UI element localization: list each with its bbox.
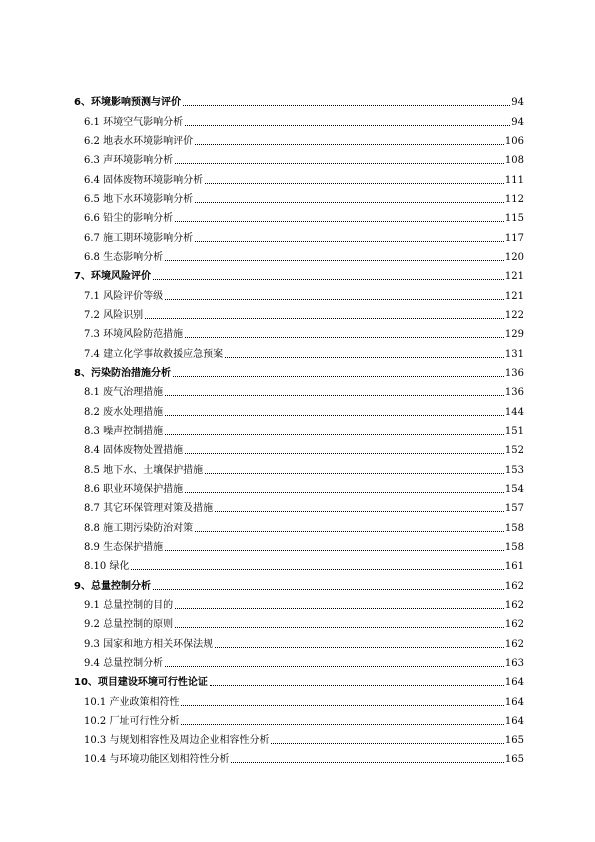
toc-entry-page-number: 117 xyxy=(504,232,524,244)
toc-chapter-entry[interactable] xyxy=(74,670,524,689)
dot-leader xyxy=(185,337,504,338)
toc-entry-title: 10.2 厂址可行性分析 xyxy=(84,715,180,727)
toc-chapter-entry[interactable] xyxy=(74,573,524,592)
dot-leader xyxy=(225,357,504,358)
dot-leader xyxy=(165,415,504,416)
toc-entry-title: 6.5 地下水环境影响分析 xyxy=(84,193,194,205)
dot-leader xyxy=(175,608,504,609)
dot-leader xyxy=(165,395,504,396)
dot-leader xyxy=(165,260,504,261)
dot-leader xyxy=(165,299,504,300)
toc-entry-title: 8.8 施工期污染防治对策 xyxy=(84,522,194,534)
toc-entry-title: 6.1 环境空气影响分析 xyxy=(84,116,184,128)
toc-section-entry[interactable] xyxy=(74,187,524,206)
toc-entry-page-number: 162 xyxy=(504,638,524,650)
toc-entry-page-number: 121 xyxy=(504,290,524,302)
dot-leader xyxy=(185,125,510,126)
dot-leader xyxy=(183,105,510,106)
toc-section-entry[interactable] xyxy=(74,651,524,670)
toc-entry-title: 7、环境风险评价 xyxy=(74,271,151,283)
dot-leader xyxy=(205,473,504,474)
toc-entry-page-number: 106 xyxy=(504,135,524,147)
toc-entry-page-number: 158 xyxy=(504,541,524,553)
toc-section-entry[interactable] xyxy=(74,283,524,302)
toc-entry-page-number: 136 xyxy=(504,367,524,379)
toc-entry-page-number: 144 xyxy=(504,406,524,418)
toc-entry-title: 10、项目建设环境可行性论证 xyxy=(74,677,208,689)
toc-section-entry[interactable] xyxy=(74,225,524,244)
dot-leader xyxy=(173,376,504,377)
toc-section-entry[interactable] xyxy=(74,322,524,341)
toc-entry-page-number: 164 xyxy=(504,715,524,727)
toc-entry-title: 6、环境影响预测与评价 xyxy=(74,97,181,109)
dot-leader xyxy=(181,724,503,725)
toc-entry-title: 10.1 产业政策相符性 xyxy=(84,696,180,708)
dot-leader xyxy=(271,743,503,744)
toc-entry-title: 6.2 地表水环境影响评价 xyxy=(84,135,194,147)
toc-entry-page-number: 94 xyxy=(511,116,524,128)
dot-leader xyxy=(195,241,504,242)
toc-entry-title: 8.3 噪声控制措施 xyxy=(84,425,164,437)
toc-section-entry[interactable] xyxy=(74,747,524,766)
toc-entry-page-number: 162 xyxy=(504,580,524,592)
toc-entry-title: 8、污染防治措施分析 xyxy=(74,367,171,379)
toc-chapter-entry[interactable] xyxy=(74,361,524,380)
toc-section-entry[interactable] xyxy=(74,206,524,225)
toc-entry-title: 8.5 地下水、土壤保护措施 xyxy=(84,464,204,476)
toc-entry-page-number: 158 xyxy=(504,522,524,534)
toc-entry-page-number: 162 xyxy=(504,619,524,631)
toc-section-entry[interactable] xyxy=(74,593,524,612)
toc-chapter-entry[interactable] xyxy=(74,264,524,283)
toc-entry-title: 6.8 生态影响分析 xyxy=(84,251,164,263)
toc-entry-page-number: 157 xyxy=(504,503,524,515)
dot-leader xyxy=(195,531,504,532)
toc-entry-page-number: 165 xyxy=(504,735,524,747)
toc-entry-page-number: 129 xyxy=(504,329,524,341)
toc-entry-page-number: 153 xyxy=(504,464,524,476)
toc-section-entry[interactable] xyxy=(74,515,524,534)
dot-leader xyxy=(215,511,504,512)
dot-leader xyxy=(195,202,504,203)
dot-leader xyxy=(175,163,504,164)
toc-section-entry[interactable] xyxy=(74,167,524,186)
toc-entry-page-number: 108 xyxy=(504,155,524,167)
dot-leader xyxy=(185,492,504,493)
toc-section-entry[interactable] xyxy=(74,535,524,554)
dot-leader xyxy=(195,144,504,145)
toc-section-entry[interactable] xyxy=(74,419,524,438)
toc-entry-title: 8.9 生态保护措施 xyxy=(84,541,164,553)
toc-entry-page-number: 115 xyxy=(504,213,524,225)
toc-section-entry[interactable] xyxy=(74,477,524,496)
toc-section-entry[interactable] xyxy=(74,496,524,515)
toc-entry-page-number: 131 xyxy=(504,348,524,360)
dot-leader xyxy=(153,279,504,280)
toc-section-entry[interactable] xyxy=(74,303,524,322)
toc-entry-title: 7.3 环境风险防范措施 xyxy=(84,329,184,341)
dot-leader xyxy=(145,318,504,319)
toc-entry-page-number: 164 xyxy=(504,677,524,689)
dot-leader xyxy=(175,627,504,628)
toc-section-entry[interactable] xyxy=(74,399,524,418)
dot-leader xyxy=(185,453,504,454)
toc-entry-title: 9.3 国家和地方相关环保法规 xyxy=(84,638,214,650)
toc-entry-page-number: 154 xyxy=(504,483,524,495)
toc-section-entry[interactable] xyxy=(74,245,524,264)
toc-section-entry[interactable] xyxy=(74,457,524,476)
toc-entry-page-number: 111 xyxy=(504,174,524,186)
dot-leader xyxy=(175,221,504,222)
dot-leader xyxy=(215,647,504,648)
dot-leader xyxy=(153,589,504,590)
toc-entry-title: 7.1 风险评价等级 xyxy=(84,290,164,302)
toc-entry-page-number: 161 xyxy=(504,561,524,573)
toc-entry-title: 10.3 与规划相容性及周边企业相容性分析 xyxy=(84,735,270,747)
toc-entry-title: 9.4 总量控制分析 xyxy=(84,657,164,669)
toc-entry-title: 8.7 其它环保管理对策及措施 xyxy=(84,503,214,515)
toc-entry-title: 6.7 施工期环境影响分析 xyxy=(84,232,194,244)
toc-entry-page-number: 136 xyxy=(504,387,524,399)
toc-section-entry[interactable] xyxy=(74,109,524,128)
toc-entry-page-number: 163 xyxy=(504,657,524,669)
toc-entry-title: 7.2 风险识别 xyxy=(84,309,144,321)
toc-section-entry[interactable] xyxy=(74,148,524,167)
toc-entry-page-number: 112 xyxy=(504,193,524,205)
toc-entry-title: 6.4 固体废物环境影响分析 xyxy=(84,174,204,186)
toc-entry-page-number: 120 xyxy=(504,251,524,263)
toc-section-entry[interactable] xyxy=(74,689,524,708)
toc-entry-title: 8.10 绿化 xyxy=(84,561,130,573)
toc-entry-title: 8.4 固体废物处置措施 xyxy=(84,445,184,457)
toc-entry-page-number: 162 xyxy=(504,599,524,611)
toc-section-entry[interactable] xyxy=(74,709,524,728)
toc-section-entry[interactable] xyxy=(74,631,524,650)
dot-leader xyxy=(165,666,504,667)
toc-section-entry[interactable] xyxy=(74,129,524,148)
toc-entry-title: 6.3 声环境影响分析 xyxy=(84,155,174,167)
toc-entry-title: 6.6 铅尘的影响分析 xyxy=(84,213,174,225)
toc-section-entry[interactable] xyxy=(74,380,524,399)
toc-section-entry[interactable] xyxy=(74,341,524,360)
dot-leader xyxy=(205,183,504,184)
toc-entry-page-number: 164 xyxy=(504,696,524,708)
table-of-contents xyxy=(74,90,524,766)
toc-section-entry[interactable] xyxy=(74,728,524,747)
toc-section-entry[interactable] xyxy=(74,438,524,457)
dot-leader xyxy=(131,569,503,570)
toc-chapter-entry[interactable] xyxy=(74,90,524,109)
toc-entry-title: 9.2 总量控制的原则 xyxy=(84,619,174,631)
toc-entry-page-number: 152 xyxy=(504,445,524,457)
toc-entry-title: 8.2 废水处理措施 xyxy=(84,406,164,418)
dot-leader xyxy=(165,550,504,551)
dot-leader xyxy=(231,762,503,763)
dot-leader xyxy=(210,685,504,686)
toc-section-entry[interactable] xyxy=(74,554,524,573)
toc-section-entry[interactable] xyxy=(74,612,524,631)
toc-entry-title: 10.4 与环境功能区划相符性分析 xyxy=(84,754,230,766)
toc-entry-title: 9.1 总量控制的目的 xyxy=(84,599,174,611)
toc-entry-title: 8.1 废气治理措施 xyxy=(84,387,164,399)
toc-entry-page-number: 165 xyxy=(504,754,524,766)
toc-entry-page-number: 122 xyxy=(504,309,524,321)
toc-entry-page-number: 94 xyxy=(511,97,524,109)
toc-entry-page-number: 151 xyxy=(504,425,524,437)
dot-leader xyxy=(181,705,503,706)
toc-entry-title: 8.6 职业环境保护措施 xyxy=(84,483,184,495)
dot-leader xyxy=(165,434,504,435)
toc-entry-title: 9、总量控制分析 xyxy=(74,580,151,592)
toc-entry-title: 7.4 建立化学事故救援应急预案 xyxy=(84,348,224,360)
toc-entry-page-number: 121 xyxy=(504,271,524,283)
